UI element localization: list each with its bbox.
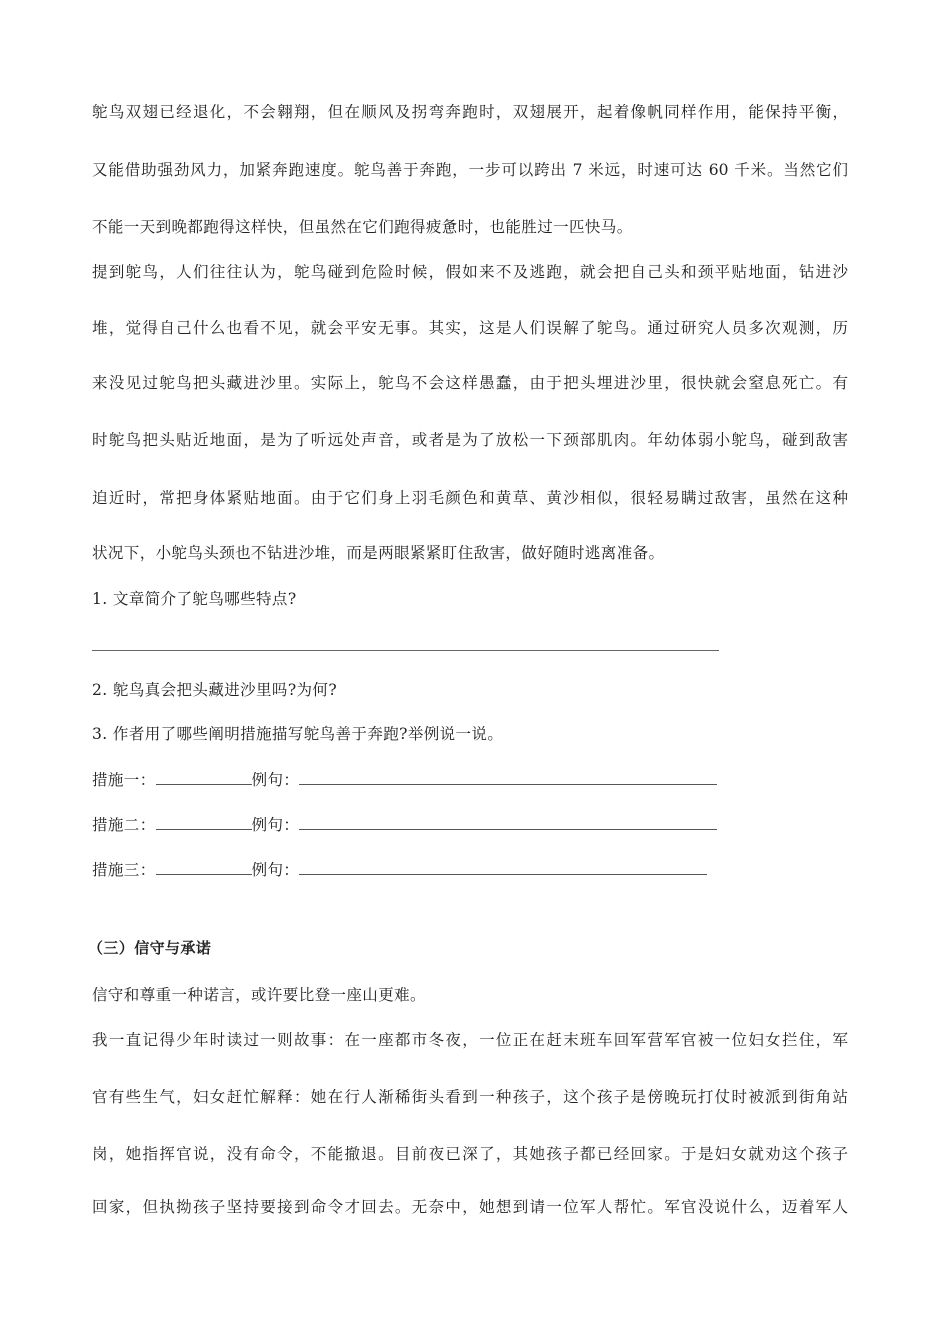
paragraph-line: 官有些生气，妇女赶忙解释：她在行人渐稀街头看到一种孩子，这个孩子是傍晚玩打仗时被派到街角站 bbox=[92, 1088, 848, 1106]
paragraph-line: 不能一天到晚都跑得这样快，但虽然在它们跑得疲惫时，也能胜过一匹快马。 bbox=[92, 218, 633, 236]
method-row-3 bbox=[92, 860, 707, 880]
intro-line: 信守和尊重一种诺言，或许要比登一座山更难。 bbox=[92, 986, 426, 1004]
example-blank bbox=[299, 860, 707, 875]
example-blank bbox=[299, 770, 717, 785]
paragraph-line: 状况下，小鸵鸟头颈也不钻进沙堆，而是两眼紧紧盯住敌害，做好随时逃离准备。 bbox=[92, 544, 665, 562]
question-3: 3. 作者用了哪些阐明措施描写鸵鸟善于奔跑?举例说一说。 bbox=[92, 725, 504, 743]
paragraph-line: 堆，觉得自己什么也看不见，就会平安无事。其实，这是人们误解了鸵鸟。通过研究人员多次观测，历 bbox=[92, 319, 848, 337]
paragraph-line: 时鸵鸟把头贴近地面，是为了听远处声音，或者是为了放松一下颈部肌肉。年幼体弱小鸵鸟，碰到敌害 bbox=[92, 431, 848, 449]
section-heading: （三）信守与承诺 bbox=[88, 939, 212, 957]
example-label: 例句： bbox=[251, 861, 300, 879]
paragraph-line: 又能借助强劲风力，加紧奔跑速度。鸵鸟善于奔跑，一步可以跨出 7 米远，时速可达 60 千米。当然它们 bbox=[92, 161, 848, 179]
paragraph-line: 我一直记得少年时读过一则故事：在一座都市冬夜，一位正在赶末班车回军营军官被一位妇女拦住，军 bbox=[92, 1031, 848, 1049]
method-row-2 bbox=[92, 815, 717, 835]
method-blank bbox=[156, 770, 252, 785]
method-label: 措施二： bbox=[92, 816, 156, 834]
example-label: 例句： bbox=[251, 771, 300, 789]
question-2: 2. 鸵鸟真会把头藏进沙里吗?为何? bbox=[92, 681, 338, 699]
paragraph-line: 提到鸵鸟，人们往往认为，鸵鸟碰到危险时候，假如来不及逃跑，就会把自己头和颈平贴地面，钻进沙 bbox=[92, 263, 848, 281]
example-label: 例句： bbox=[251, 816, 300, 834]
method-blank bbox=[156, 860, 252, 875]
method-label: 措施一： bbox=[92, 771, 156, 789]
example-blank bbox=[299, 815, 717, 830]
paragraph-line: 来没见过鸵鸟把头藏进沙里。实际上，鸵鸟不会这样愚蠢，由于把头埋进沙里，很快就会窒息死亡。有 bbox=[92, 374, 848, 392]
paragraph-line: 回家，但执拗孩子坚持要接到命令才回去。无奈中，她想到请一位军人帮忙。军官没说什么，迈着军人 bbox=[92, 1198, 848, 1216]
paragraph-line: 岗，她指挥官说，没有命令，不能撤退。目前夜已深了，其她孩子都已经回家。于是妇女就劝这个孩子 bbox=[92, 1145, 848, 1163]
method-blank bbox=[156, 815, 252, 830]
paragraph-line: 迫近时，常把身体紧贴地面。由于它们身上羽毛颜色和黄草、黄沙相似，很轻易瞒过敌害，虽然在这种 bbox=[92, 489, 848, 507]
method-row-1 bbox=[92, 770, 717, 790]
answer-line bbox=[92, 650, 719, 651]
paragraph-line: 鸵鸟双翅已经退化，不会翱翔，但在顺风及拐弯奔跑时，双翅展开，起着像帆同样作用，能保持平衡， bbox=[92, 103, 848, 121]
question-1: 1. 文章简介了鸵鸟哪些特点? bbox=[92, 590, 297, 608]
method-label: 措施三： bbox=[92, 861, 156, 879]
